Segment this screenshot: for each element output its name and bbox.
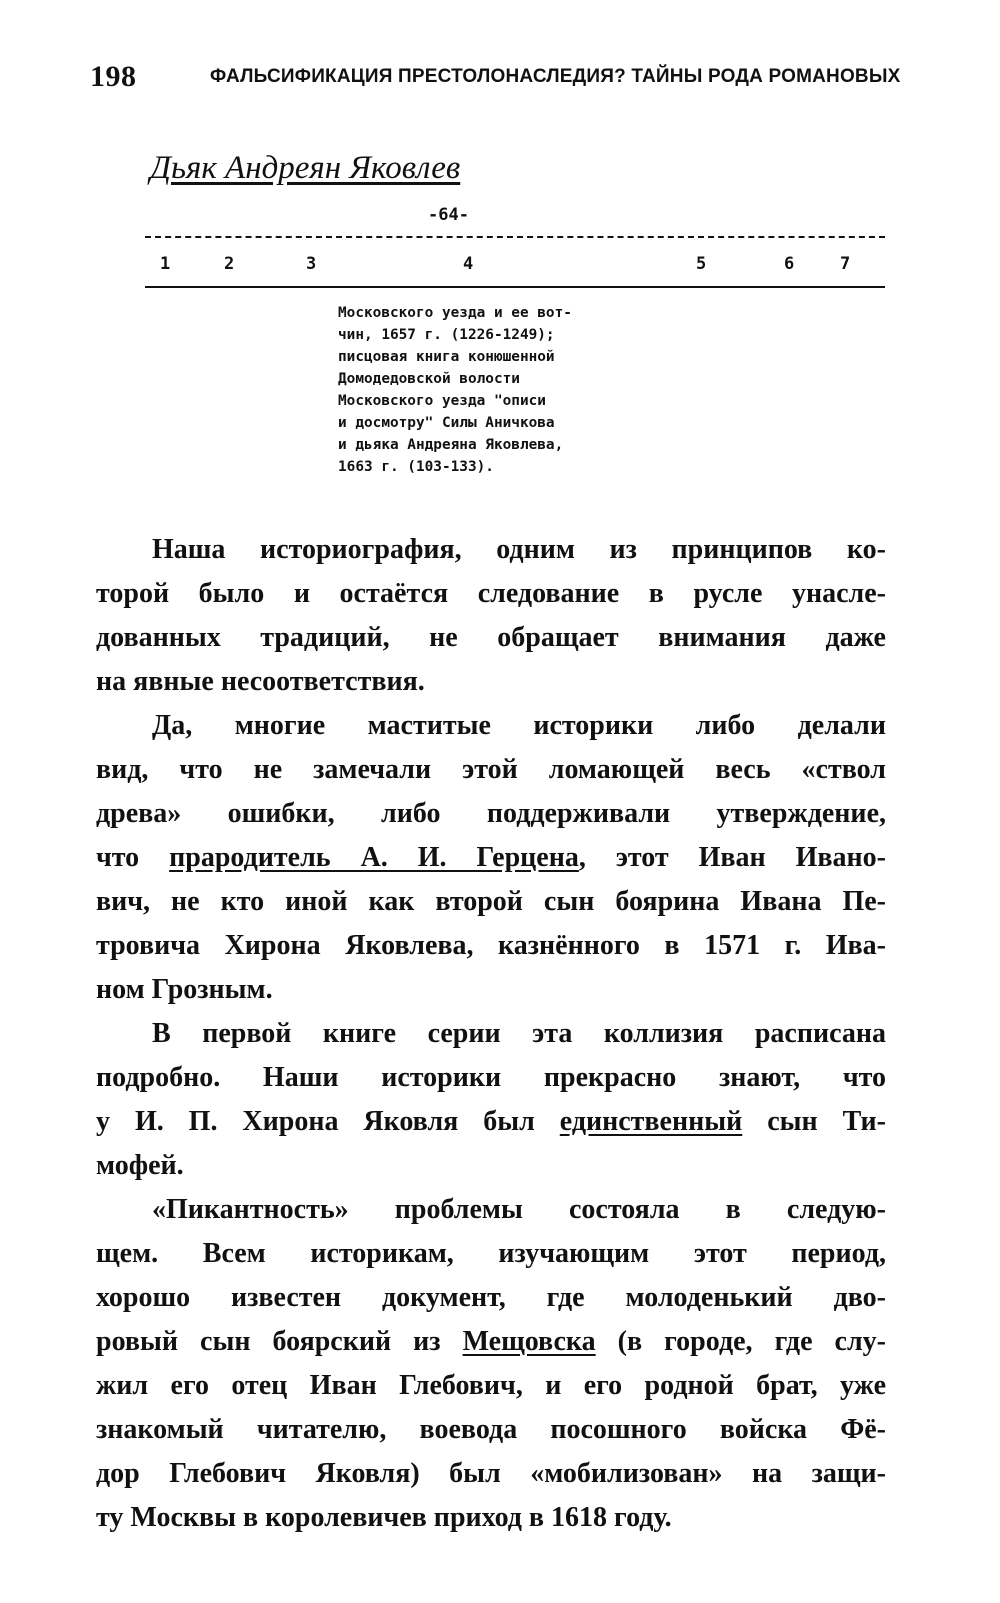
text-run: дованных традиций, не обращает внимания даже [96, 622, 886, 653]
typewritten-entry [338, 302, 572, 478]
archival-document-excerpt [140, 140, 900, 500]
text-line [96, 1232, 886, 1276]
table-header-rule [145, 286, 885, 288]
text-run: вид, что не замечали этой ломающей весь «ствол [96, 754, 886, 785]
paragraph [96, 704, 886, 1012]
text-line [96, 836, 886, 880]
text-run: дор Глебович Яковля) был «мобилизован» на защи- [96, 1458, 886, 1489]
text-run: древа» ошибки, либо поддерживали утверждение, [96, 798, 886, 829]
text-line [96, 1012, 886, 1056]
text-run: хорошо известен документ, где молоденький дво- [96, 1282, 886, 1313]
column-number: 7 [840, 254, 851, 274]
text-line [96, 1408, 886, 1452]
text-run: , этот Иван Ивано- [578, 842, 886, 873]
text-run: Наша историография, одним из принципов ко- [152, 534, 886, 565]
text-line [96, 616, 886, 660]
text-line [96, 924, 886, 968]
text-run: знакомый читателю, воевода посошного войска Фё- [96, 1414, 886, 1445]
typewritten-line: Московского уезда "описи [338, 393, 546, 409]
text-run: жил его отец Иван Глебович, и его родной брат, уже [96, 1370, 886, 1401]
text-run: подробно. Наши историки прекрасно знают, что [96, 1062, 886, 1093]
column-number: 6 [784, 254, 795, 274]
underlined-phrase: Мещовска [462, 1326, 596, 1357]
typewritten-line: чин, 1657 г. (1226-1249); [338, 327, 555, 343]
text-line [96, 1364, 886, 1408]
text-line [96, 1496, 886, 1540]
text-run: ту Москвы в королевичев приход в 1618 году. [96, 1502, 672, 1533]
text-line [96, 704, 886, 748]
text-run: «Пикантность» проблемы состояла в следую- [152, 1194, 886, 1225]
running-title: ФАЛЬСИФИКАЦИЯ ПРЕСТОЛОНАСЛЕДИЯ? ТАЙНЫ РОДА РОМАНОВЫХ [210, 66, 901, 87]
page-number: 198 [90, 60, 137, 93]
column-number: 3 [306, 254, 317, 274]
text-line [96, 748, 886, 792]
body-text [96, 528, 886, 1540]
paragraph [96, 528, 886, 704]
column-number: 5 [696, 254, 707, 274]
text-line [96, 1188, 886, 1232]
text-line [96, 572, 886, 616]
typewritten-line: Домодедовской волости [338, 371, 520, 387]
text-line [96, 528, 886, 572]
running-head [90, 60, 910, 100]
paragraph [96, 1188, 886, 1540]
text-run: что [96, 842, 170, 873]
text-line [96, 1144, 886, 1188]
underlined-phrase: прародитель А. И. Герцена [169, 842, 579, 873]
text-run: тровича Хирона Яковлева, казнённого в 1571 г. Ива- [96, 930, 886, 961]
text-line [96, 968, 886, 1012]
typewritten-line: 1663 г. (103-133). [338, 459, 494, 475]
column-number: 1 [160, 254, 171, 274]
text-run: торой было и остаётся следование в русле унасле- [96, 578, 886, 609]
text-run: на явные несоответствия. [96, 666, 425, 697]
text-line [96, 1452, 886, 1496]
typewritten-line: и дьяка Андреяна Яковлева, [338, 437, 564, 453]
text-run: ровый сын боярский из [96, 1326, 463, 1357]
text-run: у И. П. Хирона Яковля был [96, 1106, 560, 1137]
paragraph [96, 1012, 886, 1188]
text-run: щем. Всем историкам, изучающим этот период, [96, 1238, 886, 1269]
text-line [96, 1056, 886, 1100]
text-line [96, 660, 886, 704]
text-run: вич, не кто иной как второй сын боярина Ивана Пе- [96, 886, 886, 917]
text-run: Да, многие маститые историки либо делали [152, 710, 886, 741]
text-line [96, 1276, 886, 1320]
text-run: (в городе, где слу- [595, 1326, 886, 1357]
underlined-phrase: единственный [559, 1106, 743, 1137]
text-run: сын Ти- [742, 1106, 886, 1137]
text-run: ном Грозным. [96, 974, 273, 1005]
typewritten-line: и досмотру" Силы Аничкова [338, 415, 555, 431]
table-top-rule [145, 236, 885, 238]
figure-page-marker: -64- [428, 205, 469, 225]
text-run: В первой книге серии эта коллизия расписана [152, 1018, 886, 1049]
text-line [96, 1100, 886, 1144]
typewritten-line: писцовая книга конюшенной [338, 349, 555, 365]
text-line [96, 880, 886, 924]
figure-heading: Дьяк Андреян Яковлев [150, 150, 461, 186]
column-number: 2 [224, 254, 235, 274]
typewritten-line: Московского уезда и ее вот- [338, 305, 572, 321]
text-line [96, 1320, 886, 1364]
text-run: мофей. [96, 1150, 184, 1181]
column-number: 4 [463, 254, 474, 274]
text-line [96, 792, 886, 836]
